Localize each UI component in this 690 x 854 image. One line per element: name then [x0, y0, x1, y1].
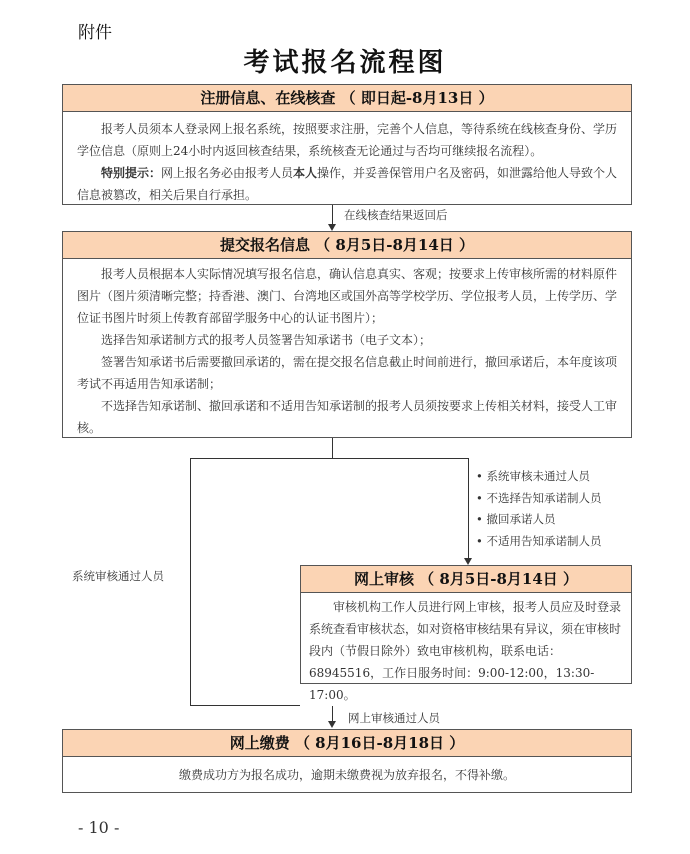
branch-right-item: • 系统审核未通过人员 — [476, 469, 590, 483]
step3-body — [300, 592, 632, 702]
arrow1-head — [328, 224, 336, 231]
branch-right-arrow — [464, 558, 472, 565]
branch-right-item: • 撤回承诺人员 — [476, 512, 556, 526]
tip-bold: 本人 — [293, 166, 318, 180]
step1-tip — [77, 162, 621, 206]
arrow3-line — [332, 706, 333, 722]
branch-right-item: • 不适用告知承诺制人员 — [476, 533, 602, 548]
branch-right-item: • 不选择告知承诺制人员 — [476, 490, 602, 505]
step1-header: 注册信息、在线核查 （ 即日起-8月13日 ） — [62, 84, 632, 112]
step1-para: 报考人员须本人登录网上报名系统，按照要求注册，完善个人信息，等待系统在线核查身份、学历学位信息（原则上24小时内返回核查结果，系统核查无论通过与否均可继续报名流程）。 — [77, 122, 618, 158]
tip-post: 操作，并妥善保管用户名及密码，如泄露给他人导致个人信息被篡改，相关后果自行承担。 — [77, 166, 618, 202]
tip-pre: 网上报名务必由报考人员 — [161, 166, 294, 180]
branch-right-vertical — [468, 458, 469, 559]
step2-header: 提交报名信息 （ 8月5日-8月14日 ） — [62, 231, 632, 259]
branch-right-list — [476, 468, 601, 554]
step2-para-4: 不选择告知承诺制、撤回承诺和不适用告知承诺制的报考人员须按要求上传相关材料，接受人工审核。 — [77, 399, 618, 435]
step3-header: 网上审核 （ 8月5日-8月14日 ） — [300, 565, 632, 593]
branch-left-label: 系统审核通过人员 — [72, 569, 164, 583]
step3-text: 审核机构工作人员进行网上审核，报考人员应及时登录系统查看审核状态，如对资格审核结果有异议，须在审核时段内（节假日除外）致电审核机构，联系电话：68945516，工作日服务时间：9:00-12:00，13:30-17:00。 — [309, 600, 622, 702]
step2-body — [62, 258, 632, 438]
step2-para-3: 签署告知承诺书后需要撤回承诺的，需在提交报名信息截止时间前进行，撤回承诺后，本年度该项考试不再适用告知承诺制； — [77, 355, 618, 391]
step1-body — [62, 111, 632, 205]
page-title: 考试报名流程图 — [243, 48, 447, 78]
branch-top — [190, 458, 469, 459]
step4-text: 缴费成功方为报名成功，逾期未缴费视为放弃报名，不得补缴。 — [178, 768, 515, 782]
branch-left-bottom — [190, 705, 300, 706]
tip-label: 特别提示： — [101, 166, 162, 180]
arrow1-line — [332, 205, 333, 225]
arrow3-head — [328, 721, 336, 728]
branch-left-vertical — [190, 458, 191, 705]
arrow1-label: 在线核查结果返回后 — [344, 208, 448, 222]
step2-para-2: 选择告知承诺制方式的报考人员签署告知承诺书（电子文本）； — [101, 333, 432, 347]
page-number: - 10 - — [78, 818, 120, 837]
branch-stem — [332, 438, 333, 458]
attachment-label: 附件 — [78, 23, 112, 43]
step2-para-1: 报考人员根据本人实际情况填写报名信息，确认信息真实、客观；按要求上传审核所需的材料原件图片（图片须清晰完整；持香港、澳门、台湾地区或国外高等学校学历、学位报考人员，上传学历、学位证书图片时须上传教育部留学服务中心的认证书图片）； — [77, 267, 618, 325]
step4-body — [62, 756, 632, 793]
arrow3-label: 网上审核通过人员 — [348, 711, 440, 725]
step4-header: 网上缴费 （ 8月16日-8月18日 ） — [62, 729, 632, 757]
